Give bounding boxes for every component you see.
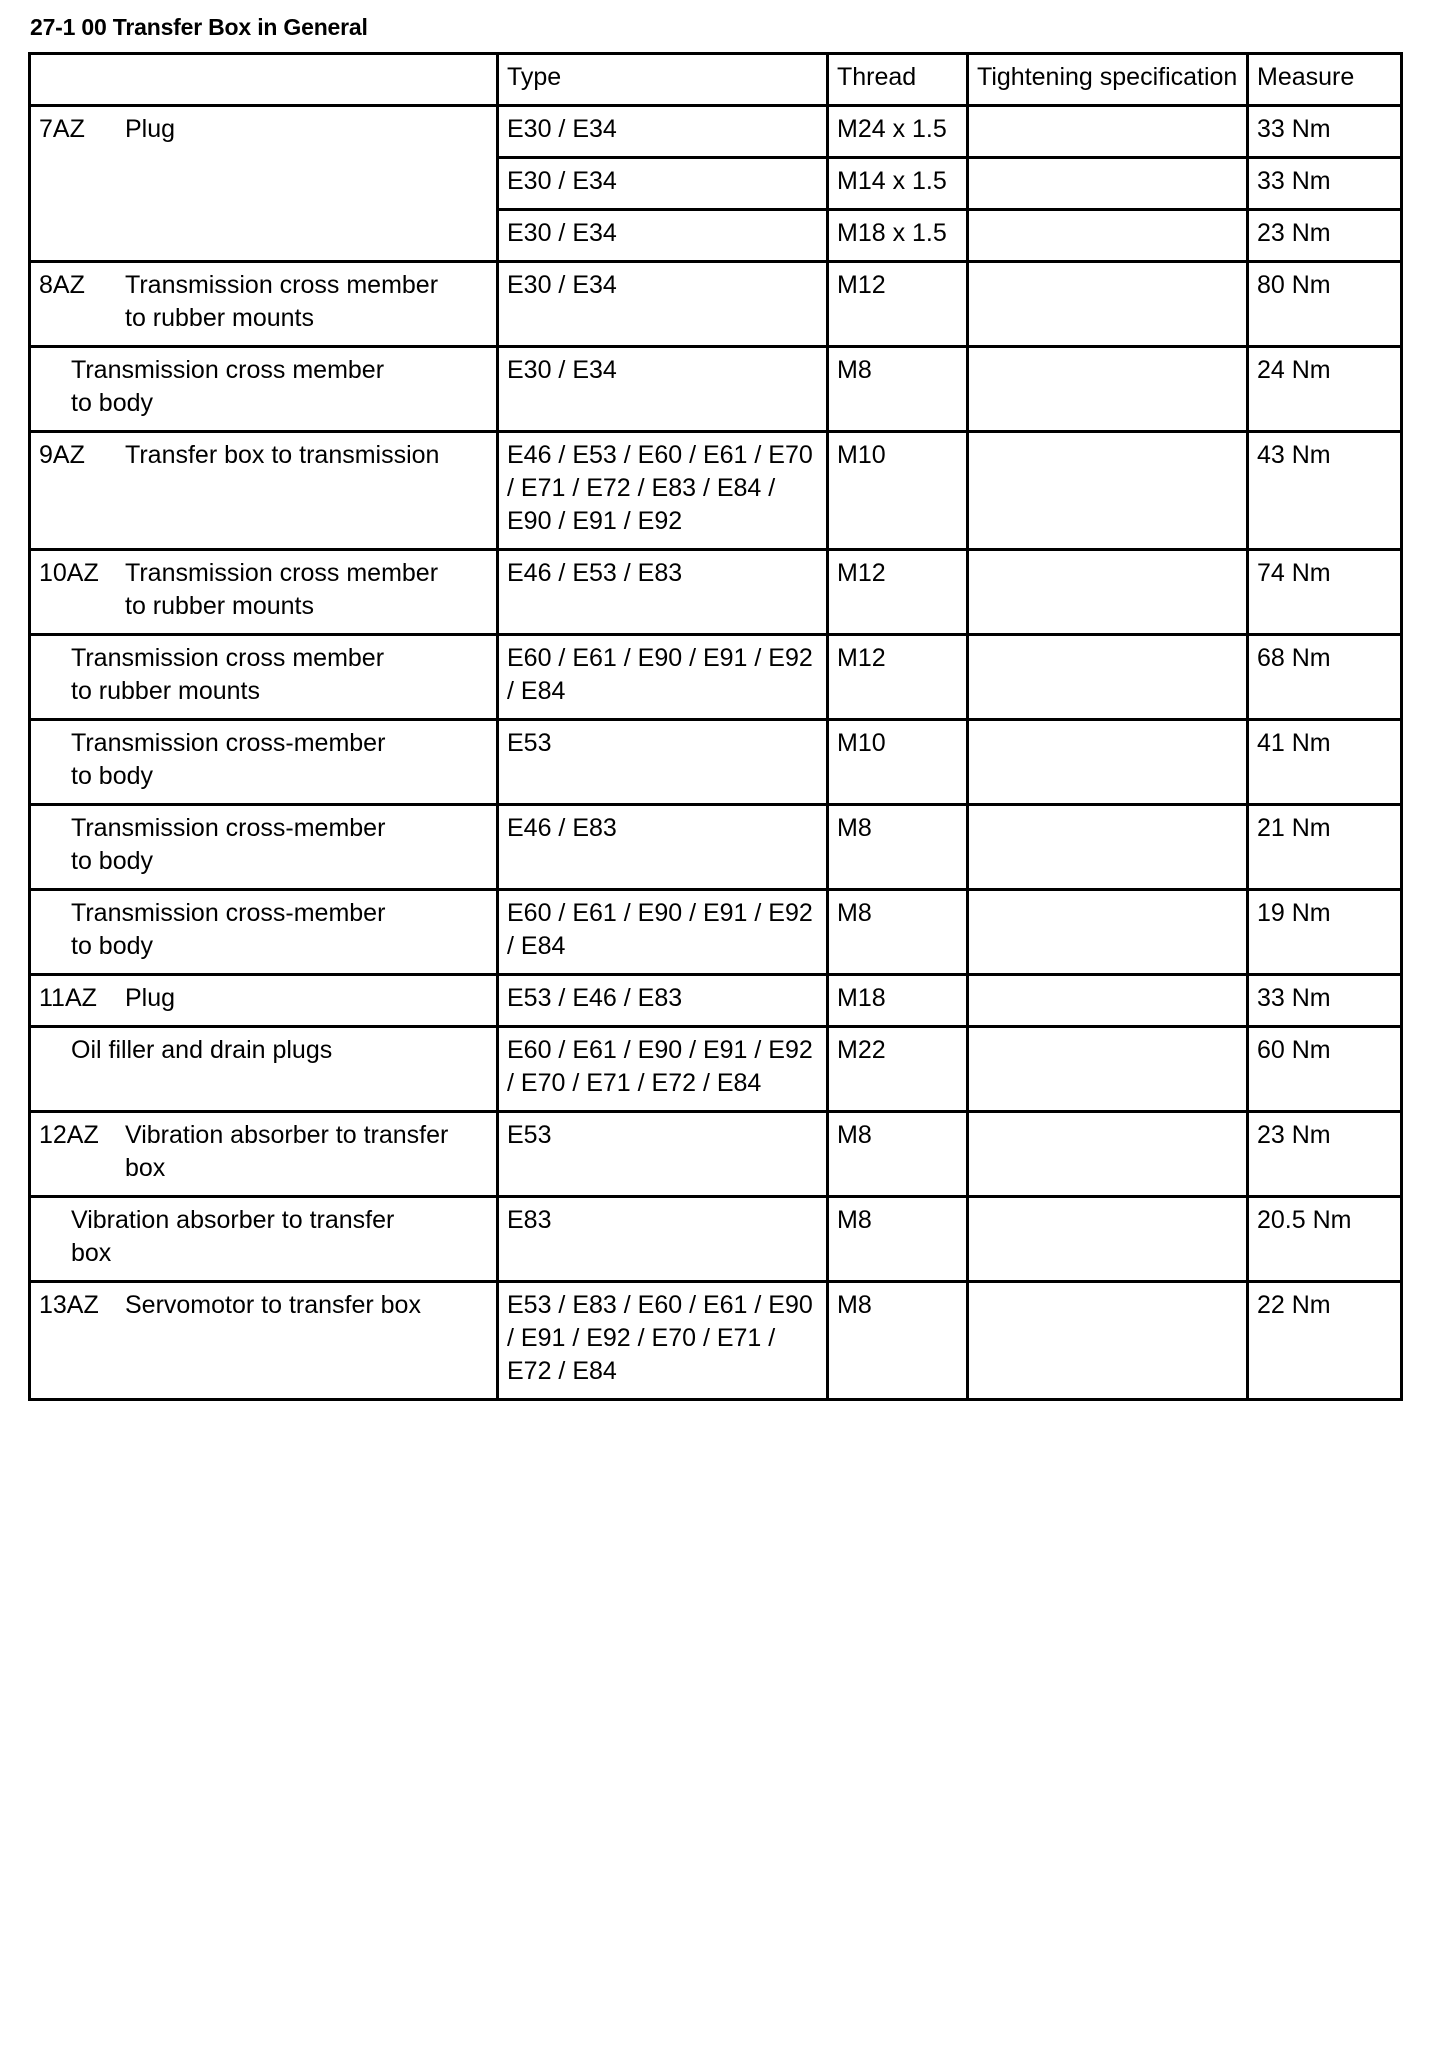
row-description-cell xyxy=(30,1111,498,1196)
row-tightening-cell xyxy=(968,209,1248,261)
row-tightening-cell xyxy=(968,157,1248,209)
row-tightening-cell xyxy=(968,804,1248,889)
row-description-text: Transmission cross member to rubber mounts xyxy=(125,270,439,332)
row-description-text: Plug xyxy=(125,114,176,143)
row-measure-cell: 24 Nm xyxy=(1248,346,1402,431)
table-row xyxy=(30,431,1402,549)
table-row xyxy=(30,105,1402,157)
column-header-type: Type xyxy=(498,53,828,105)
row-description-cell xyxy=(30,431,498,549)
row-thread-cell: M12 xyxy=(828,549,968,634)
row-measure-cell: 68 Nm xyxy=(1248,634,1402,719)
row-measure-cell: 74 Nm xyxy=(1248,549,1402,634)
table-row xyxy=(30,1281,1402,1399)
row-tightening-cell xyxy=(968,1111,1248,1196)
row-measure-cell: 33 Nm xyxy=(1248,157,1402,209)
row-type-cell: E60 / E61 / E90 / E91 / E92 / E84 xyxy=(498,634,828,719)
table-body xyxy=(30,105,1402,1399)
row-thread-cell: M22 xyxy=(828,1026,968,1111)
row-type-cell: E30 / E34 xyxy=(498,157,828,209)
row-description-cell xyxy=(30,889,498,974)
row-type-cell: E30 / E34 xyxy=(498,209,828,261)
row-tightening-cell xyxy=(968,719,1248,804)
row-measure-cell: 33 Nm xyxy=(1248,974,1402,1026)
row-thread-cell: M10 xyxy=(828,431,968,549)
column-header-thread: Thread xyxy=(828,53,968,105)
table-row xyxy=(30,889,1402,974)
row-type-cell: E60 / E61 / E90 / E91 / E92 / E70 / E71 / E72 / E84 xyxy=(498,1026,828,1111)
row-measure-cell: 41 Nm xyxy=(1248,719,1402,804)
table-row xyxy=(30,804,1402,889)
row-description-text: Oil filler and drain plugs xyxy=(71,1035,333,1064)
row-description-cell xyxy=(30,1196,498,1281)
row-type-cell: E53 xyxy=(498,719,828,804)
row-tightening-cell xyxy=(968,889,1248,974)
table-row xyxy=(30,1196,1402,1281)
row-description-text: Transmission cross-member to body xyxy=(71,813,386,875)
row-tightening-cell xyxy=(968,974,1248,1026)
row-description-text: Transfer box to transmission xyxy=(125,440,440,469)
row-thread-cell: M18 xyxy=(828,974,968,1026)
row-tag: 12AZ xyxy=(39,1120,99,1149)
row-type-cell: E53 / E83 / E60 / E61 / E90 / E91 / E92 / E70 / E71 / E72 / E84 xyxy=(498,1281,828,1399)
row-description-cell xyxy=(30,105,498,261)
row-description-text: Servomotor to transfer box xyxy=(125,1290,421,1319)
row-measure-cell: 23 Nm xyxy=(1248,1111,1402,1196)
row-tag: 9AZ xyxy=(39,440,85,469)
row-tag: 11AZ xyxy=(39,983,97,1012)
row-description-cell xyxy=(30,1281,498,1399)
row-type-cell: E46 / E53 / E83 xyxy=(498,549,828,634)
table-header-row xyxy=(30,53,1402,105)
row-tightening-cell xyxy=(968,105,1248,157)
row-thread-cell: M12 xyxy=(828,261,968,346)
table-row xyxy=(30,719,1402,804)
row-thread-cell: M8 xyxy=(828,1281,968,1399)
row-type-cell: E46 / E83 xyxy=(498,804,828,889)
row-thread-cell: M24 x 1.5 xyxy=(828,105,968,157)
row-tightening-cell xyxy=(968,549,1248,634)
row-thread-cell: M14 x 1.5 xyxy=(828,157,968,209)
row-type-cell: E30 / E34 xyxy=(498,346,828,431)
row-type-cell: E53 xyxy=(498,1111,828,1196)
row-type-cell: E30 / E34 xyxy=(498,105,828,157)
row-thread-cell: M8 xyxy=(828,1111,968,1196)
row-description-cell xyxy=(30,261,498,346)
row-description-text: Transmission cross member to rubber mounts xyxy=(125,558,439,620)
torque-specification-table xyxy=(28,52,1403,1401)
row-tag: 10AZ xyxy=(39,558,99,587)
row-description-text: Vibration absorber to transfer box xyxy=(71,1205,395,1267)
table-row xyxy=(30,549,1402,634)
row-measure-cell: 22 Nm xyxy=(1248,1281,1402,1399)
row-tightening-cell xyxy=(968,1196,1248,1281)
row-thread-cell: M18 x 1.5 xyxy=(828,209,968,261)
row-type-cell: E30 / E34 xyxy=(498,261,828,346)
row-measure-cell: 23 Nm xyxy=(1248,209,1402,261)
row-description-cell xyxy=(30,719,498,804)
row-tightening-cell xyxy=(968,634,1248,719)
row-description-text: Transmission cross member to body xyxy=(71,355,385,417)
row-type-cell: E83 xyxy=(498,1196,828,1281)
row-description-text: Transmission cross member to rubber mounts xyxy=(71,643,385,705)
row-type-cell: E60 / E61 / E90 / E91 / E92 / E84 xyxy=(498,889,828,974)
row-thread-cell: M8 xyxy=(828,346,968,431)
row-measure-cell: 80 Nm xyxy=(1248,261,1402,346)
table-row xyxy=(30,974,1402,1026)
page-title: 27-1 00 Transfer Box in General xyxy=(30,14,368,40)
row-measure-cell: 19 Nm xyxy=(1248,889,1402,974)
row-measure-cell: 33 Nm xyxy=(1248,105,1402,157)
column-header-measure: Measure xyxy=(1248,53,1402,105)
row-measure-cell: 20.5 Nm xyxy=(1248,1196,1402,1281)
row-measure-cell: 43 Nm xyxy=(1248,431,1402,549)
row-description-text: Plug xyxy=(125,983,176,1012)
table-row xyxy=(30,346,1402,431)
row-description-cell xyxy=(30,804,498,889)
row-thread-cell: M8 xyxy=(828,889,968,974)
row-description-text: Transmission cross-member to body xyxy=(71,728,386,790)
row-description-cell xyxy=(30,346,498,431)
row-description-text: Vibration absorber to transfer box xyxy=(125,1120,449,1182)
row-tag: 13AZ xyxy=(39,1290,99,1319)
row-description-text: Transmission cross-member to body xyxy=(71,898,386,960)
row-thread-cell: M12 xyxy=(828,634,968,719)
column-header-tightening: Tightening specification xyxy=(968,53,1248,105)
row-tightening-cell xyxy=(968,261,1248,346)
row-type-cell: E53 / E46 / E83 xyxy=(498,974,828,1026)
row-description-cell xyxy=(30,974,498,1026)
row-measure-cell: 60 Nm xyxy=(1248,1026,1402,1111)
row-thread-cell: M8 xyxy=(828,804,968,889)
row-tightening-cell xyxy=(968,1281,1248,1399)
row-description-cell xyxy=(30,1026,498,1111)
row-type-cell: E46 / E53 / E60 / E61 / E70 / E71 / E72 / E83 / E84 / E90 / E91 / E92 xyxy=(498,431,828,549)
row-thread-cell: M8 xyxy=(828,1196,968,1281)
column-header-description xyxy=(30,53,498,105)
row-tightening-cell xyxy=(968,346,1248,431)
table-row xyxy=(30,1026,1402,1111)
row-measure-cell: 21 Nm xyxy=(1248,804,1402,889)
row-tightening-cell xyxy=(968,431,1248,549)
row-tightening-cell xyxy=(968,1026,1248,1111)
row-description-cell xyxy=(30,634,498,719)
table-row xyxy=(30,1111,1402,1196)
row-tag: 8AZ xyxy=(39,270,85,299)
table-row xyxy=(30,634,1402,719)
row-tag: 7AZ xyxy=(39,114,85,143)
row-thread-cell: M10 xyxy=(828,719,968,804)
table-row xyxy=(30,261,1402,346)
row-description-cell xyxy=(30,549,498,634)
